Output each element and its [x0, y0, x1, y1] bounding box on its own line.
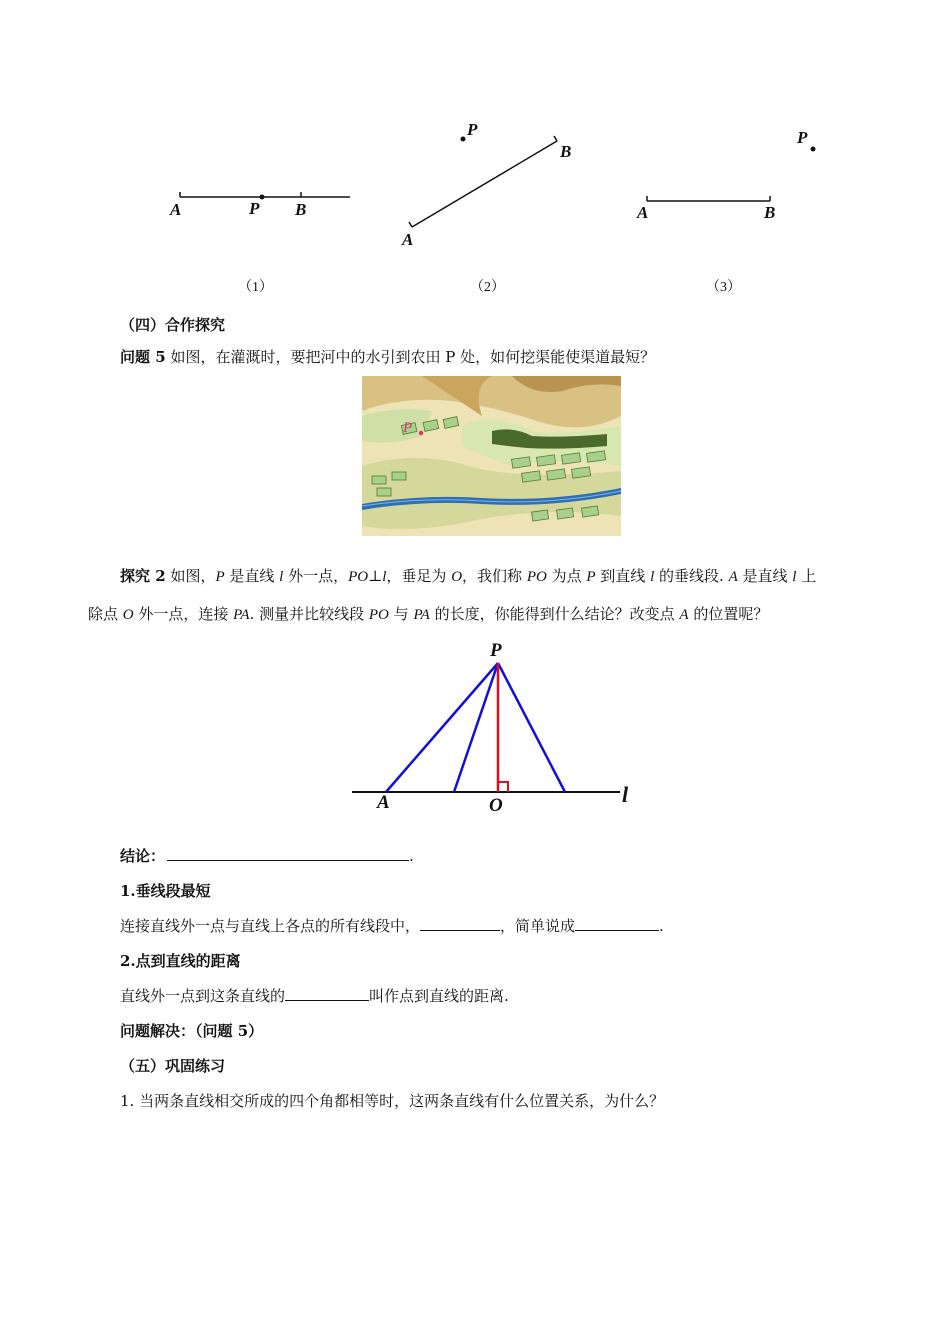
text-run: 上 — [796, 567, 817, 585]
question-5-label: 问题 5 — [120, 348, 166, 366]
conclusion — [120, 845, 414, 866]
text-run: 的垂线段. — [654, 567, 729, 585]
fig3-label-p: P — [797, 128, 808, 147]
text-run: 外一点， — [283, 567, 349, 585]
text-run: O — [122, 607, 134, 623]
fig2-caption: （2） — [470, 280, 505, 295]
explore-2-line-2 — [88, 603, 768, 624]
text-run: PO — [368, 607, 389, 623]
text-run: A — [728, 569, 738, 585]
text-run: ⊥ — [368, 567, 383, 585]
tri-label-l: l — [622, 782, 629, 807]
segment-p-mid — [454, 663, 498, 792]
explore-2-label: 探究 2 — [120, 567, 166, 585]
segment-pa — [386, 663, 498, 792]
text-run: l — [382, 569, 387, 585]
irrigation-map — [362, 376, 621, 536]
text-run: 外一点，连接 — [133, 605, 234, 623]
fig1-caption: （1） — [238, 280, 273, 295]
text-run: l — [650, 569, 655, 585]
text-run: O — [451, 569, 463, 585]
question-5 — [120, 346, 655, 367]
text-run: ，我们称 — [462, 567, 527, 585]
point-1-heading: 1.垂线段最短 — [120, 882, 211, 900]
text-run: l — [792, 569, 797, 585]
point-p — [260, 195, 265, 200]
tri-label-o: O — [489, 795, 503, 816]
fig2-label-p: P — [467, 120, 478, 139]
section-5-heading: （五）巩固练习 — [120, 1057, 226, 1075]
solution-label: 问题解决：（问题 5） — [120, 1022, 264, 1040]
text-run: 的长度，你能得到什么结论？改变点 — [429, 605, 680, 623]
point-1-blank-1[interactable] — [420, 916, 500, 931]
text-run: PA — [233, 607, 250, 623]
text-run: . 测量并比较线段 — [249, 605, 369, 623]
fig2-label-a: A — [402, 230, 414, 249]
point-p — [461, 137, 466, 142]
point-2-heading: 2.点到直线的距离 — [120, 952, 241, 970]
text-run: 是直线 — [737, 567, 793, 585]
fig3-label-b: B — [764, 203, 776, 222]
text-run: 是直线 — [224, 567, 280, 585]
text-run: PA — [413, 607, 430, 623]
point-1-blank-2[interactable] — [575, 916, 659, 931]
fig2-label-b: B — [560, 142, 572, 161]
text-run: 与 — [388, 605, 414, 623]
conclusion-label: 结论： — [120, 847, 166, 865]
fig3-label-a: A — [637, 203, 649, 222]
text-run: l — [279, 569, 284, 585]
fig3-caption: （3） — [706, 280, 741, 295]
point-1-text-c: . — [659, 917, 664, 935]
figure-2 — [400, 125, 580, 235]
segment-p-right — [498, 663, 565, 792]
text-run: P — [586, 569, 596, 585]
segment-ab — [412, 141, 557, 227]
point-2-text — [120, 985, 509, 1006]
point-1-text-b: ，简单说成 — [500, 917, 576, 935]
point-1-text-a: 连接直线外一点与直线上各点的所有线段中， — [120, 917, 421, 935]
explore-2-text-1 — [166, 567, 817, 585]
text-run: 到直线 — [595, 567, 651, 585]
point-p — [811, 147, 816, 152]
map-label-p: P — [403, 420, 413, 436]
text-run: 为点 — [546, 567, 587, 585]
exercise-1: 1. 当两条直线相交所成的四个角都相等时，这两条直线有什么位置关系，为什么？ — [120, 1092, 665, 1110]
text-run: 除点 — [88, 605, 123, 623]
text-run: ，垂足为 — [386, 567, 452, 585]
right-angle-mark — [498, 782, 508, 792]
text-run: PO — [526, 569, 547, 585]
point-2-text-a: 直线外一点到这条直线的 — [120, 987, 286, 1005]
explore-2-line-1 — [120, 565, 816, 586]
text-run: A — [679, 607, 689, 623]
point-1-text — [120, 915, 664, 936]
fig1-label-p: P — [249, 199, 260, 218]
explore-2-text-2 — [88, 605, 768, 623]
fig1-label-a: A — [170, 200, 182, 219]
question-5-text: 如图，在灌溉时，要把河中的水引到农田 P 处，如何挖渠能使渠道最短？ — [165, 348, 656, 366]
tri-label-a: A — [377, 792, 390, 813]
figure-3 — [640, 140, 830, 210]
section-4-heading: （四）合作探究 — [120, 316, 226, 334]
map-point-p — [419, 431, 423, 435]
point-2-text-b: 叫作点到直线的距离. — [369, 987, 509, 1005]
fig1-label-b: B — [295, 200, 307, 219]
tri-label-p: P — [490, 640, 502, 661]
text-run: 的位置呢？ — [688, 605, 769, 623]
conclusion-blank[interactable] — [167, 846, 409, 861]
text-run: 如图， — [165, 567, 216, 585]
text-run: P — [215, 569, 225, 585]
figure-1 — [160, 180, 360, 225]
conclusion-end: . — [409, 847, 414, 865]
text-run: PO — [348, 569, 369, 585]
point-2-blank[interactable] — [285, 986, 369, 1001]
